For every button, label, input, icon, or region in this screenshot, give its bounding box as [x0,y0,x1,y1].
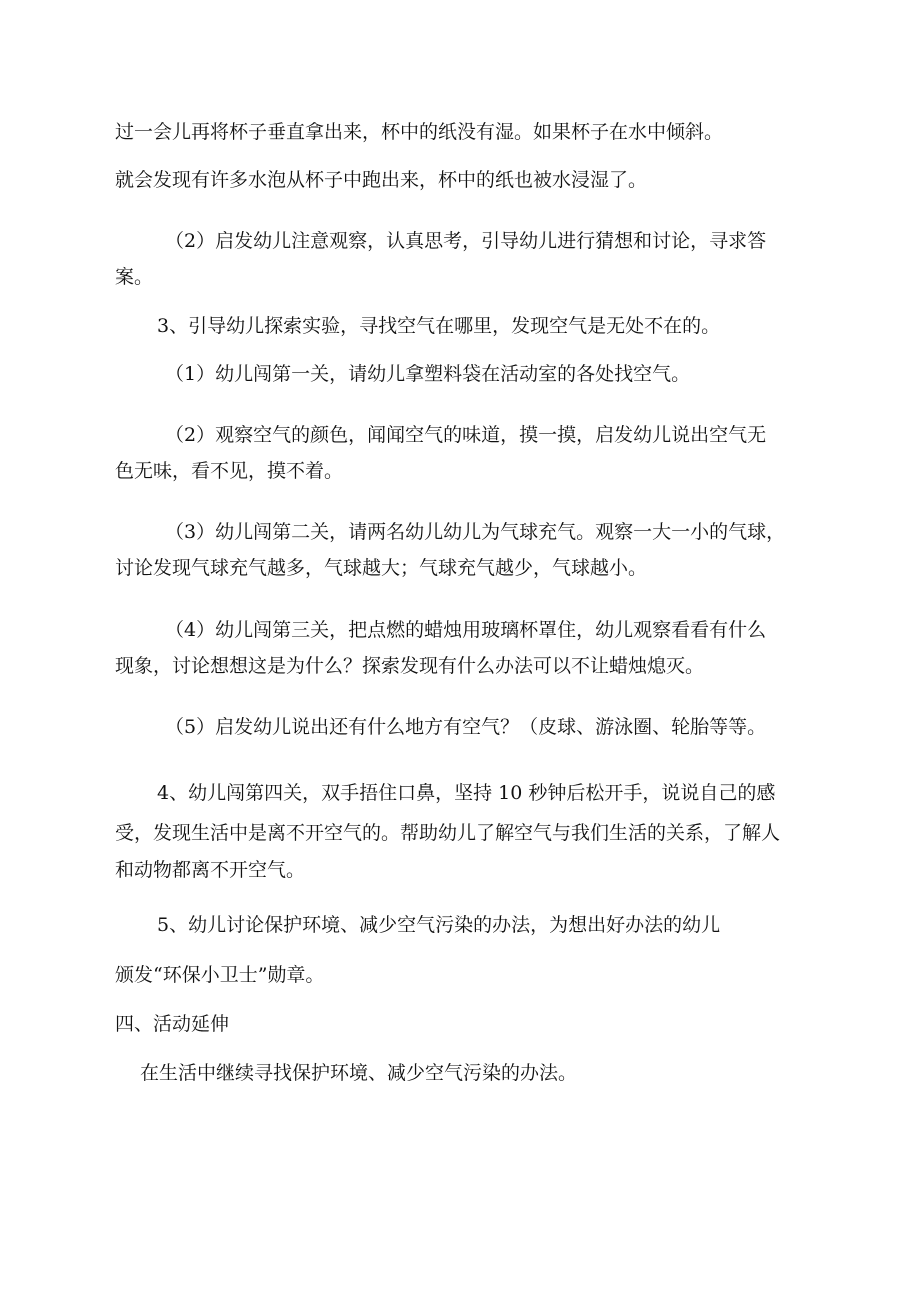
text-line-10: 讨论发现气球充气越多，气球越大；气球充气越少，气球越小。 [115,557,648,579]
text-line-18: 颁发“环保小卫士”勋章。 [115,964,325,986]
text-line-20: 在生活中继续寻找保护环境、减少空气污染的办法。 [140,1062,578,1084]
text-line-16: 和动物都离不开空气。 [115,859,306,881]
text-line-2: 就会发现有许多水泡从杯子中跑出来，杯中的纸也被水浸湿了。 [115,169,648,191]
text-line-8: 色无味，看不见，摸不着。 [115,460,344,482]
text-line-11: （4）幼儿闯第三关，把点燃的蜡烛用玻璃杯罩住，幼儿观察看看有什么 [165,619,767,641]
text-line-3: （2）启发幼儿注意观察，认真思考，引导幼儿进行猜想和讨论，寻求答 [165,230,767,252]
text-line-15: 受，发现生活中是离不开空气的。帮助幼儿了解空气与我们生活的关系，了解人 [115,822,781,844]
text-line-17: 5、幼儿讨论保护环境、减少空气污染的办法，为想出好办法的幼儿 [157,914,721,936]
text-line-4: 案。 [115,266,154,288]
text-line-12: 现象，讨论想想这是为什么？探索发现有什么办法可以不让蜡烛熄灭。 [115,655,705,677]
section-heading: 四、活动延伸 [115,1013,230,1035]
text-line-7: （2）观察空气的颜色，闻闻空气的味道，摸一摸，启发幼儿说出空气无 [165,424,767,446]
text-line-9: （3）幼儿闯第二关，请两名幼儿幼儿为气球充气。观察一大一小的气球， [165,521,786,543]
text-line-5: 3、引导幼儿探索实验，寻找空气在哪里，发现空气是无处不在的。 [157,315,721,337]
text-line-14: 4、幼儿闯第四关，双手捂住口鼻，坚持 10 秒钟后松开手，说说自己的感 [157,782,776,804]
text-line-1: 过一会儿再将杯子垂直拿出来，杯中的纸没有湿。如果杯子在水中倾斜。 [115,121,724,143]
text-line-13: （5）启发幼儿说出还有什么地方有空气？（皮球、游泳圈、轮胎等等。 [165,716,767,738]
text-line-6: （1）幼儿闯第一关，请幼儿拿塑料袋在活动室的各处找空气。 [165,363,691,385]
